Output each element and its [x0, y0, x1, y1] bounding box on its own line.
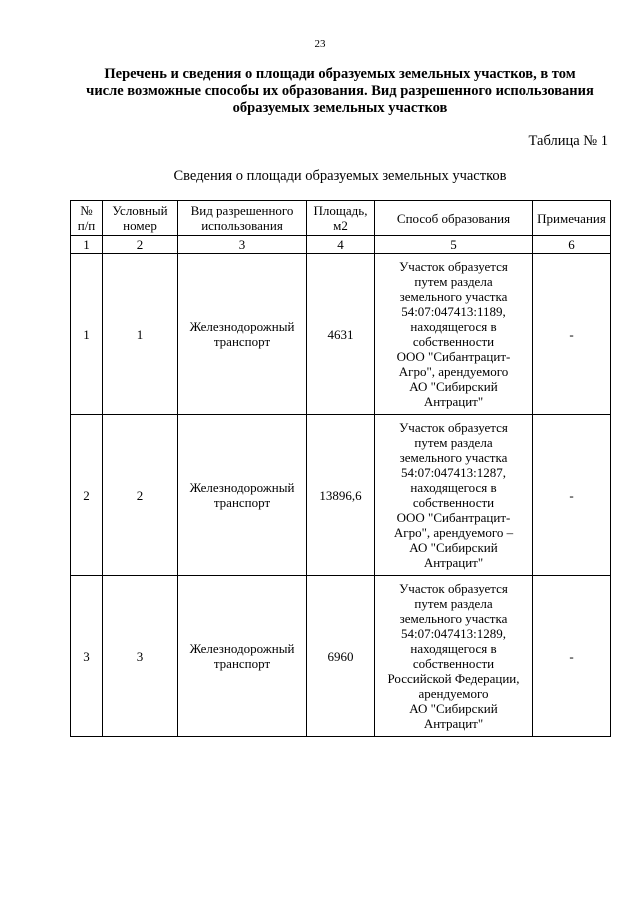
cell-notes: - [533, 576, 611, 737]
page-number: 23 [314, 38, 326, 50]
cell-notes: - [533, 254, 611, 415]
cell-row-number: 1 [71, 254, 103, 415]
table-row [71, 254, 611, 415]
cell-area: 13896,6 [307, 415, 375, 576]
table-number-label: Таблица № 1 [528, 133, 608, 149]
cell-formation-method: Участок образуется путем раздела земельного участка 54:07:047413:1189, находящегося в собственности ООО "Сибантрацит- Агро", арендуемого АО "Сибирский Антрацит" [375, 254, 533, 415]
cell-area: 4631 [307, 254, 375, 415]
heading-line: числе возможные способы их образования. Вид разрешенного использования [86, 83, 594, 99]
header-formation-method: Способ образования [375, 201, 533, 236]
table-row [71, 415, 611, 576]
column-number: 1 [71, 236, 103, 254]
document-heading [70, 66, 610, 117]
heading-line: образуемых земельных участков [232, 100, 448, 116]
table-row [71, 576, 611, 737]
cell-permitted-use: Железнодорожный транспорт [178, 254, 307, 415]
cell-permitted-use: Железнодорожный транспорт [178, 576, 307, 737]
column-number: 2 [103, 236, 178, 254]
header-notes: Примечания [533, 201, 611, 236]
header-row-number: № п/п [71, 201, 103, 236]
column-number: 4 [307, 236, 375, 254]
cell-conditional-number: 2 [103, 415, 178, 576]
cell-area: 6960 [307, 576, 375, 737]
column-number: 3 [178, 236, 307, 254]
cell-conditional-number: 3 [103, 576, 178, 737]
cell-permitted-use: Железнодорожный транспорт [178, 415, 307, 576]
heading-line: Перечень и сведения о площади образуемых земельных участков, в том [104, 66, 576, 82]
column-number: 6 [533, 236, 611, 254]
table-caption: Сведения о площади образуемых земельных участков [173, 168, 507, 184]
table-header-row [71, 201, 611, 236]
header-area: Площадь, м2 [307, 201, 375, 236]
cell-conditional-number: 1 [103, 254, 178, 415]
cell-formation-method: Участок образуется путем раздела земельного участка 54:07:047413:1287, находящегося в собственности ООО "Сибантрацит- Агро", арендуемого – АО "Сибирский Антрацит" [375, 415, 533, 576]
land-plots-table [70, 200, 611, 737]
header-conditional-number: Условный номер [103, 201, 178, 236]
column-number-row [71, 236, 611, 254]
cell-formation-method: Участок образуется путем раздела земельного участка 54:07:047413:1289, находящегося в собственности Российской Федерации, арендуемого АО "Сибирский Антрацит" [375, 576, 533, 737]
column-number: 5 [375, 236, 533, 254]
cell-notes: - [533, 415, 611, 576]
cell-row-number: 3 [71, 576, 103, 737]
cell-row-number: 2 [71, 415, 103, 576]
header-permitted-use: Вид разрешенного использования [178, 201, 307, 236]
